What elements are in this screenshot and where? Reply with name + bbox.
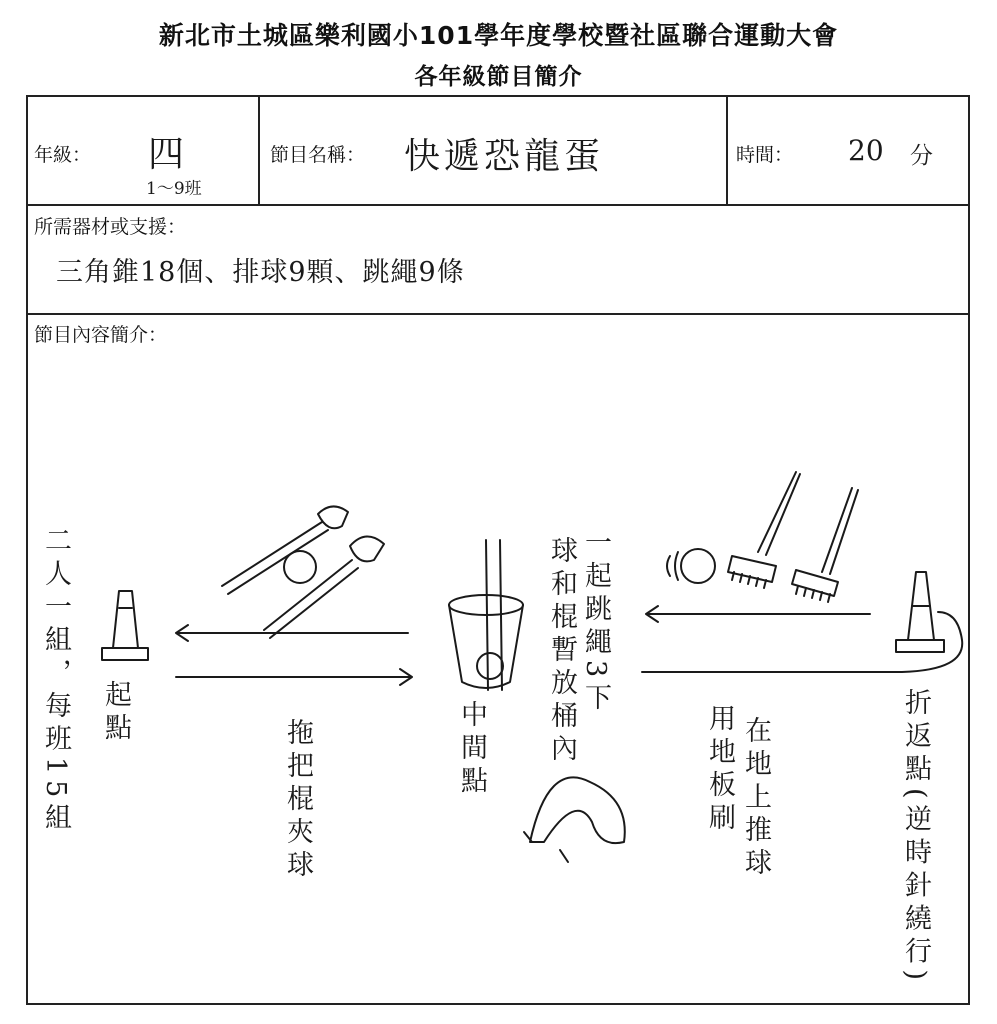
turn-point-label: 折返點 xyxy=(900,688,931,787)
equipment-value: 三角錐18個、排球9顆、跳繩9條 xyxy=(56,257,465,288)
document-subtitle: 各年級節目簡介 xyxy=(414,64,583,90)
time-label: 時間： xyxy=(736,144,794,166)
time-value: 20 xyxy=(848,134,884,167)
content-label: 節目內容簡介： xyxy=(34,324,168,346)
document-title: 新北市土城區樂利國小101學年度學校暨社區聯合運動大會 xyxy=(158,21,839,50)
go-arrow-left xyxy=(176,669,412,685)
mop-poles-ball-icon xyxy=(222,506,384,638)
jump-rope-icon xyxy=(530,777,625,843)
return-arrow-right xyxy=(646,606,870,622)
time-unit: 分 xyxy=(910,143,933,169)
bucket-icon xyxy=(449,540,523,690)
brush-label: 用地板刷 xyxy=(704,704,735,836)
turn-cone-icon xyxy=(896,572,944,652)
jump-rope-label: 一起跳繩3下 xyxy=(580,528,611,717)
start-cone-icon xyxy=(102,591,148,660)
program-name-value: 快遞恐龍蛋 xyxy=(404,136,605,177)
push-ball-label: 在地上推球 xyxy=(740,716,771,881)
program-name-label: 節目名稱： xyxy=(270,144,366,166)
bucket-note-label: 球和棍暫放桶內 xyxy=(546,536,577,767)
return-arrow-left xyxy=(176,625,408,641)
team-note: 二人一組，每班15組 xyxy=(40,526,71,837)
pole-carry-label: 拖把棍夾球 xyxy=(282,718,313,883)
start-point-label: 起點 xyxy=(100,680,131,746)
brushes-ball-icon xyxy=(667,472,858,602)
turn-loop xyxy=(642,612,962,672)
equipment-label: 所需器材或支援： xyxy=(34,216,187,238)
grade-classes: 1～9班 xyxy=(146,179,202,199)
grade-value: 四 xyxy=(148,134,185,175)
turn-direction-note: (逆時針繞行) xyxy=(900,788,931,987)
middle-point-label: 中間點 xyxy=(456,700,487,799)
grade-label: 年級： xyxy=(34,144,92,166)
